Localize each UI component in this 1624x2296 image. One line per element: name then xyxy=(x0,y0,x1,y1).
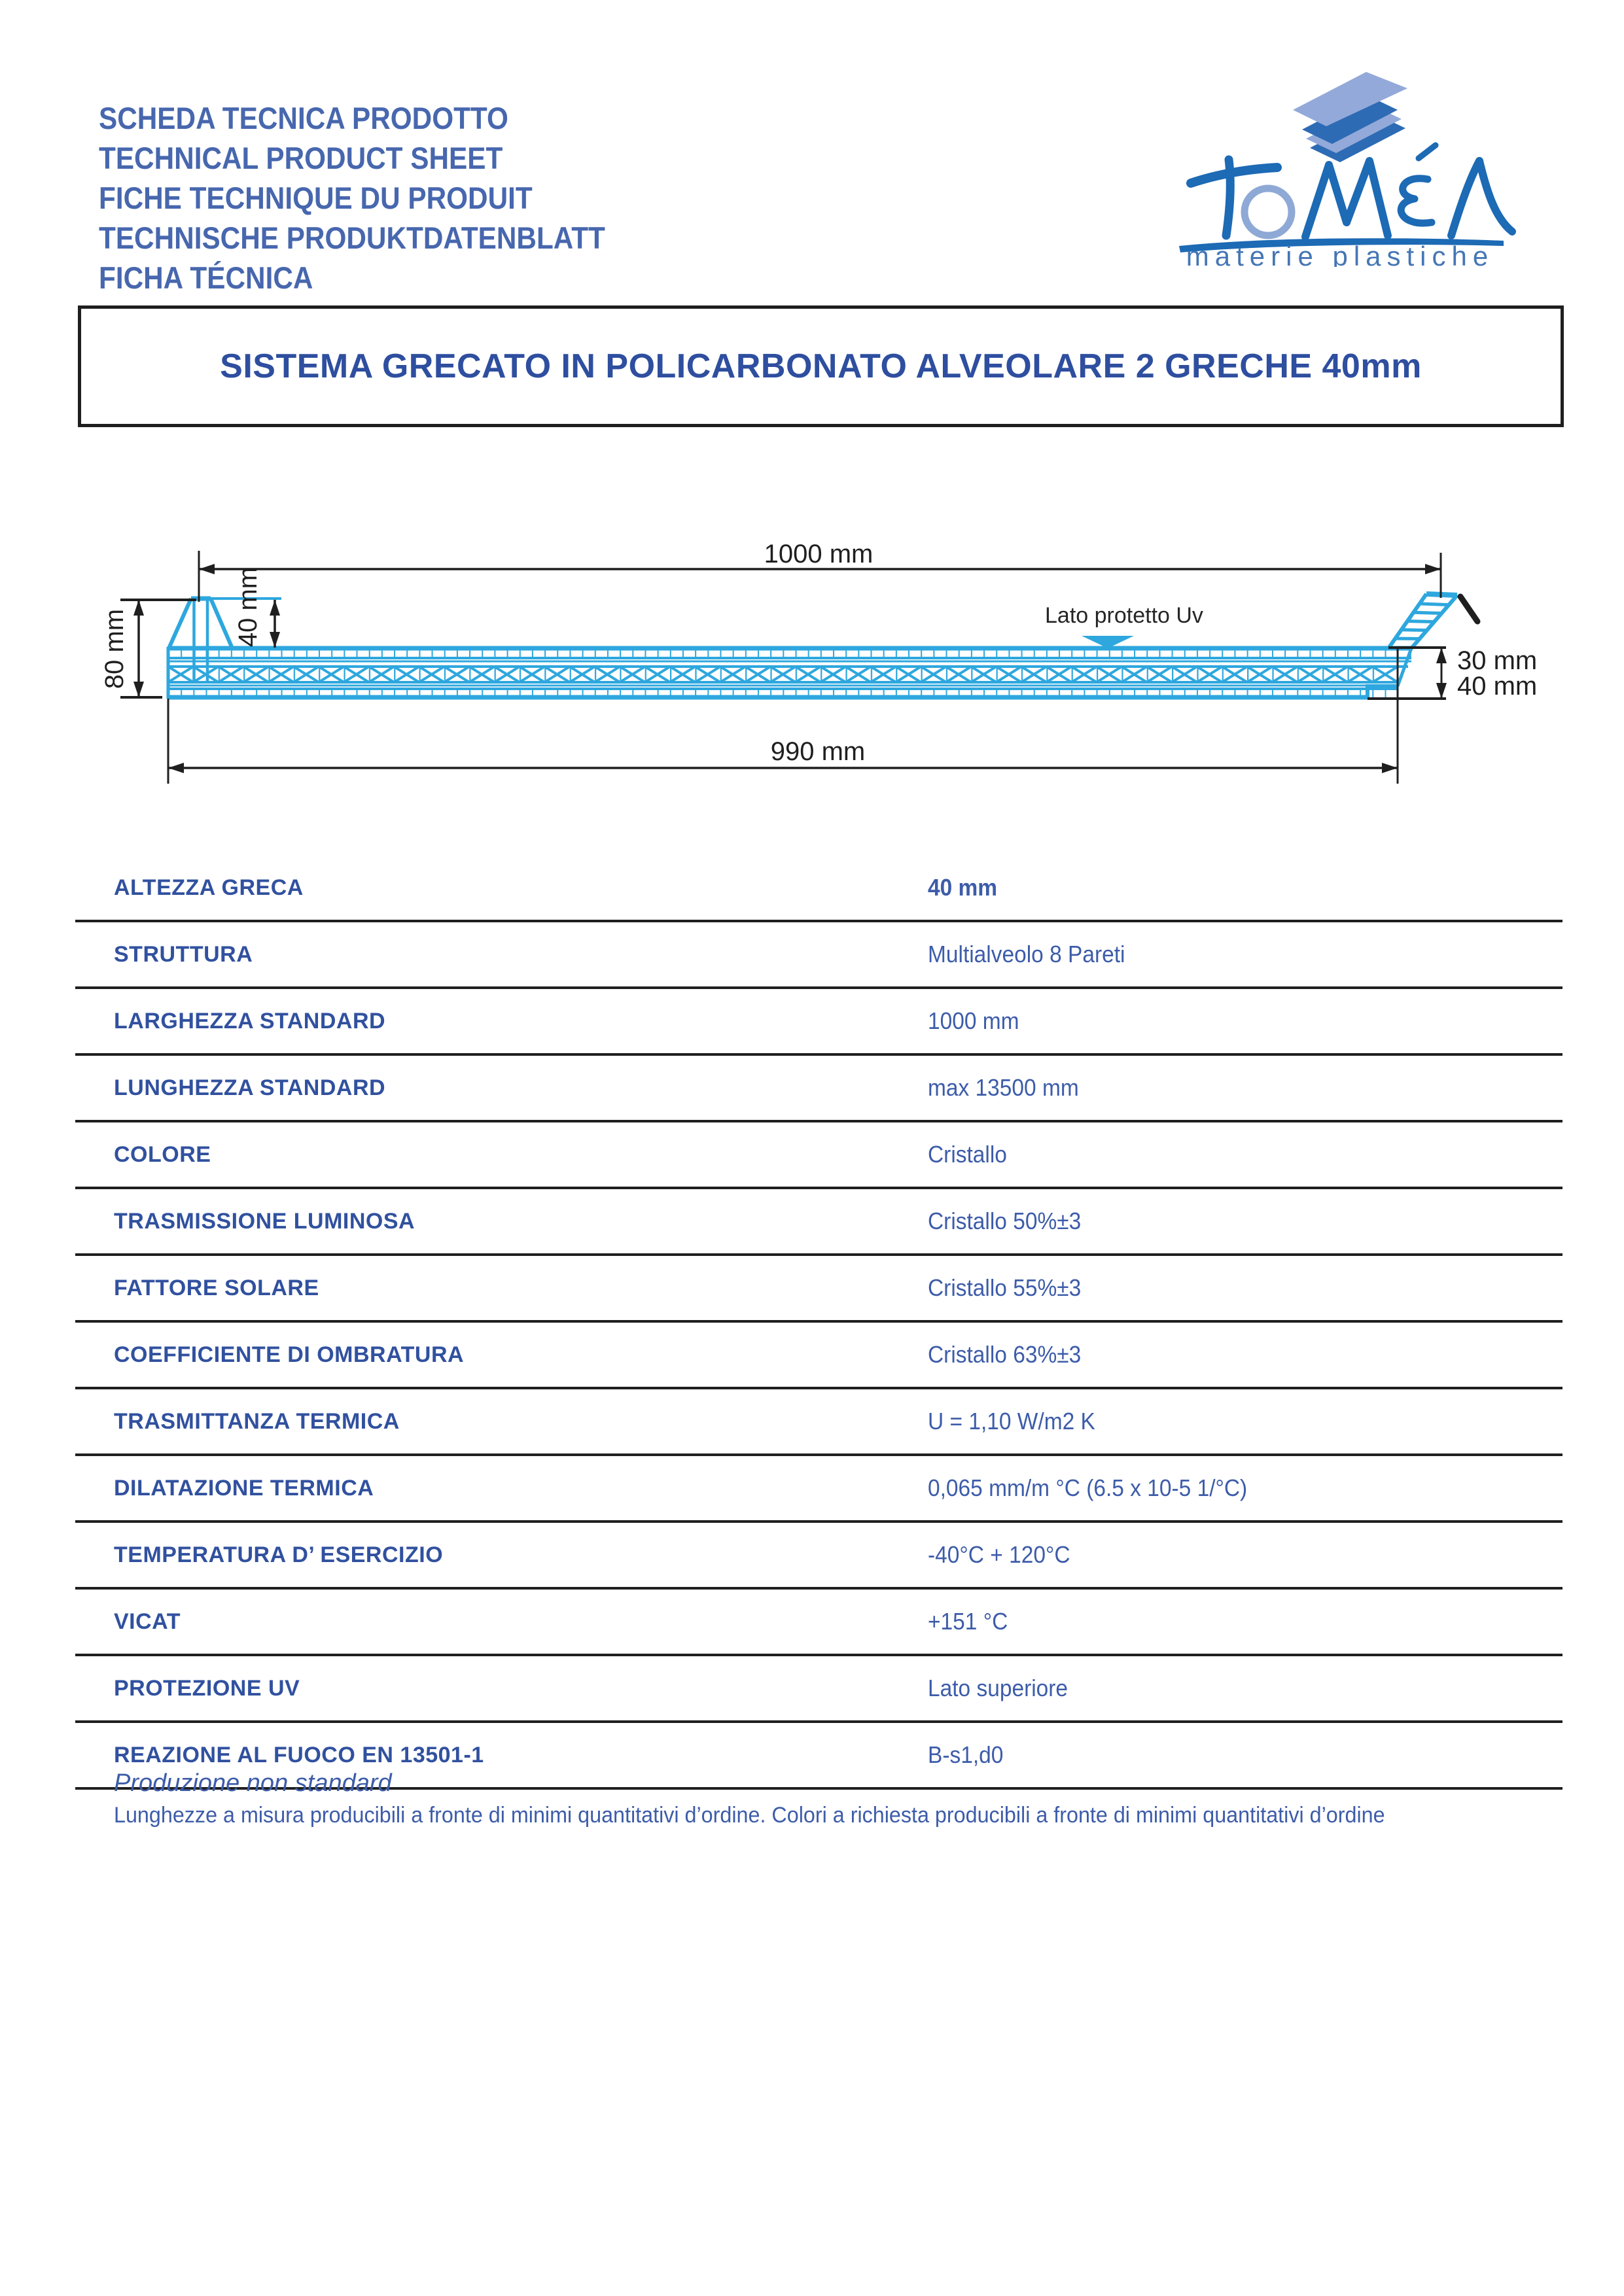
table-row xyxy=(75,1256,1562,1323)
dim-height-rib: 40 mm xyxy=(234,566,262,648)
footer-text: Lunghezze a misura producibili a fronte di minimi quantitativi d’ordine. Colori a richiesta producibili a fronte di minimi quantitativi d’ordine xyxy=(114,1803,1385,1828)
spec-label: COEFFICIENTE DI OMBRATURA xyxy=(114,1342,465,1367)
spec-value: 0,065 mm/m °C (6.5 x 10-5 1/°C) xyxy=(928,1474,1248,1501)
tomea-logo-icon xyxy=(1171,58,1525,267)
panel-body xyxy=(168,647,1411,699)
spec-label: TEMPERATURA D’ ESERCIZIO xyxy=(114,1542,444,1567)
spec-value: Lato superiore xyxy=(928,1675,1068,1701)
table-row xyxy=(75,1056,1562,1122)
spec-label: TRASMISSIONE LUMINOSA xyxy=(114,1208,415,1234)
spec-label: COLORE xyxy=(114,1141,211,1167)
dim-edge-lower: 40 mm xyxy=(1457,672,1538,701)
section-drawing xyxy=(65,536,1570,798)
table-row xyxy=(75,1189,1562,1256)
spec-value: Cristallo 63%±3 xyxy=(928,1341,1082,1368)
spec-value: +151 °C xyxy=(928,1608,1008,1635)
company-logo xyxy=(1171,58,1525,267)
spec-label: DILATAZIONE TERMICA xyxy=(114,1475,374,1501)
spec-label: LUNGHEZZA STANDARD xyxy=(114,1075,386,1100)
spec-label: FATTORE SOLARE xyxy=(114,1275,319,1300)
table-row xyxy=(75,1656,1562,1723)
spec-table xyxy=(75,856,1562,1790)
uv-side-label: Lato protetto Uv xyxy=(1045,603,1203,628)
spec-value: Cristallo 55%±3 xyxy=(928,1274,1082,1301)
table-row xyxy=(75,1389,1562,1456)
header-line-de: TECHNISCHE PRODUKTDATENBLATT xyxy=(99,220,605,255)
dim-height-total: 80 mm xyxy=(100,608,129,689)
logo-tagline: materie plastiche xyxy=(1186,241,1494,267)
page-title: SISTEMA GRECATO IN POLICARBONATO ALVEOLARE 2 GRECHE 40mm xyxy=(220,347,1422,385)
table-row xyxy=(75,922,1562,989)
header-line-en: TECHNICAL PRODUCT SHEET xyxy=(99,141,503,175)
header-line-fr: FICHE TECHNIQUE DU PRODUIT xyxy=(99,181,533,215)
table-row xyxy=(75,1590,1562,1656)
sheet-header xyxy=(99,98,605,298)
footer-title: Produzione non standard xyxy=(114,1769,392,1797)
table-row xyxy=(75,989,1562,1056)
header-line-es: FICHA TÉCNICA xyxy=(99,260,313,295)
stacked-sheets-icon xyxy=(1293,72,1407,162)
dim-width-total: 1000 mm xyxy=(764,540,874,568)
table-row xyxy=(75,1323,1562,1389)
spec-value: 40 mm xyxy=(928,874,998,901)
spec-value: -40°C + 120°C xyxy=(928,1541,1070,1568)
spec-label: TRASMITTANZA TERMICA xyxy=(114,1408,400,1434)
spec-value: Cristallo 50%±3 xyxy=(928,1208,1082,1234)
spec-label: ALTEZZA GRECA xyxy=(114,875,304,900)
header-line-it: SCHEDA TECNICA PRODOTTO xyxy=(99,101,508,135)
dim-width-panel: 990 mm xyxy=(770,737,866,766)
spec-label: PROTEZIONE UV xyxy=(114,1675,300,1701)
footer-notes xyxy=(114,1766,1452,1830)
table-row xyxy=(75,1122,1562,1189)
spec-label: LARGHEZZA STANDARD xyxy=(114,1008,386,1034)
dim-edge-upper: 30 mm xyxy=(1457,646,1538,675)
spec-label: REAZIONE AL FUOCO EN 13501-1 xyxy=(114,1742,484,1767)
spec-value: B-s1,d0 xyxy=(928,1741,1004,1768)
spec-value: U = 1,10 W/m2 K xyxy=(928,1408,1095,1435)
panel-cross-section xyxy=(65,536,1570,798)
spec-value: max 13500 mm xyxy=(928,1074,1079,1101)
spec-label: VICAT xyxy=(114,1609,181,1634)
spec-label: STRUTTURA xyxy=(114,941,253,967)
table-row xyxy=(75,856,1562,922)
table-row xyxy=(75,1523,1562,1590)
title-box xyxy=(78,305,1564,427)
brand-script xyxy=(1191,145,1512,237)
right-rib xyxy=(1388,594,1457,648)
spec-value: Multialveolo 8 Pareti xyxy=(928,941,1125,967)
spec-value: Cristallo xyxy=(928,1141,1007,1168)
spec-value: 1000 mm xyxy=(928,1007,1019,1034)
table-row xyxy=(75,1456,1562,1523)
